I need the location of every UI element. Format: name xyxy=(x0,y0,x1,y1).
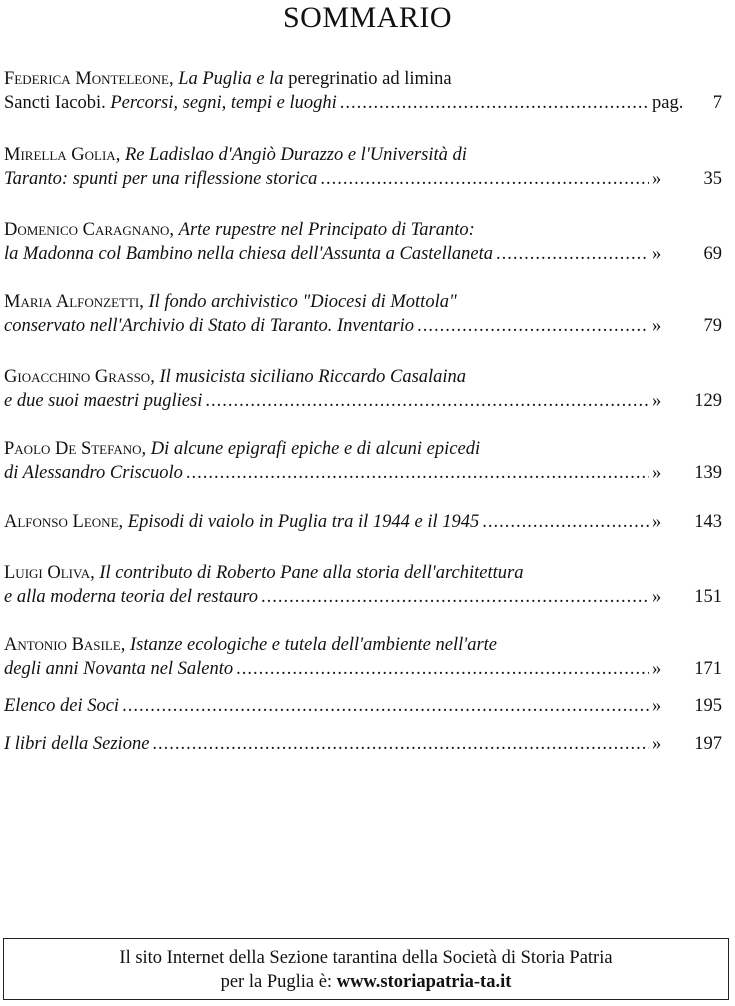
dot-leader xyxy=(320,167,649,191)
entry-title-part: I libri della Sezione xyxy=(4,734,150,754)
page-marker: » xyxy=(652,696,662,716)
entry-title-part: Taranto: spunti per una riflessione storica xyxy=(4,169,318,189)
entry-title-part: di Alessandro Criscuolo xyxy=(4,463,183,483)
entry-author: Federica Monteleone, xyxy=(4,69,174,89)
entry-title-part: La Puglia e la xyxy=(178,69,284,89)
notice-prefix: per la Puglia è: xyxy=(220,972,333,992)
dot-leader xyxy=(417,314,649,338)
dot-leader xyxy=(261,585,649,609)
toc-entry-grasso xyxy=(4,365,722,413)
entry-author: Alfonso Leone, xyxy=(4,512,124,532)
toc-entry-basile xyxy=(4,633,722,681)
notice-line xyxy=(4,970,728,994)
page-marker: » xyxy=(652,587,662,607)
page-marker: » xyxy=(652,391,662,411)
page-marker: » xyxy=(652,512,662,532)
dot-leader xyxy=(482,510,649,534)
dot-leader xyxy=(236,657,649,681)
page-number: 69 xyxy=(703,244,722,264)
page-number: 35 xyxy=(703,169,722,189)
entry-author: Gioacchino Grasso, xyxy=(4,367,155,387)
dot-leader xyxy=(152,732,649,756)
dot-leader xyxy=(186,461,649,485)
page-marker: » xyxy=(652,659,662,679)
toc-entry-alfonzetti xyxy=(4,290,722,338)
entry-title-part: Episodi di vaiolo in Puglia tra il 1944 e il 1945 xyxy=(127,512,480,532)
page-number: 197 xyxy=(694,734,722,754)
page-number: 139 xyxy=(694,463,722,483)
entry-title-part: Il contributo di Roberto Pane alla storia dell'architettura xyxy=(99,563,524,583)
dot-leader xyxy=(205,389,649,413)
entry-author: Maria Alfonzetti, xyxy=(4,292,144,312)
entry-title-part: conservato nell'Archivio di Stato di Taranto. Inventario xyxy=(4,316,415,336)
entry-author: Luigi Oliva, xyxy=(4,563,95,583)
entry-author: Antonio Basile, xyxy=(4,635,126,655)
toc-entry-caragnano xyxy=(4,218,722,266)
entry-title-part: degli anni Novanta nel Salento xyxy=(4,659,234,679)
page-marker: » xyxy=(652,316,662,336)
page-number: 143 xyxy=(694,512,722,532)
toc-entry-monteleone xyxy=(4,67,722,115)
entry-title-part: Arte rupestre nel Principato di Taranto: xyxy=(178,220,475,240)
entry-author: Mirella Golia, xyxy=(4,145,121,165)
toc-entry-elenco-soci xyxy=(4,694,722,718)
page-number: 129 xyxy=(694,391,722,411)
page-marker: » xyxy=(652,244,662,264)
entry-title-part: Percorsi, segni, tempi e luoghi xyxy=(110,93,337,113)
page-number: 151 xyxy=(694,587,722,607)
entry-title-part: Sancti Iacobi. xyxy=(4,93,106,113)
dot-leader xyxy=(340,91,649,115)
page-number: 7 xyxy=(712,93,722,113)
website-url: www.storiapatria-ta.it xyxy=(336,972,512,992)
entry-title-part: Di alcune epigrafi epiche e di alcuni epicedi xyxy=(150,439,481,459)
entry-title-part: Il fondo archivistico "Diocesi di Mottola" xyxy=(148,292,457,312)
dot-leader xyxy=(496,242,649,266)
page-number: 79 xyxy=(703,316,722,336)
page-number: 195 xyxy=(694,696,722,716)
entry-title-part: Istanze ecologiche e tutela dell'ambiente nell'arte xyxy=(130,635,498,655)
page-title: SOMMARIO xyxy=(282,1,453,34)
entry-title-part: peregrinatio ad limina xyxy=(288,69,452,89)
toc-entry-leone xyxy=(4,510,722,534)
entry-title-part: Il musicista siciliano Riccardo Casalaina xyxy=(159,367,467,387)
entry-title-part: Elenco dei Soci xyxy=(4,696,120,716)
entry-author: Paolo De Stefano, xyxy=(4,439,147,459)
website-notice-box xyxy=(3,938,729,1000)
notice-line: Il sito Internet della Sezione tarantina della Società di Storia Patria xyxy=(119,948,613,968)
toc-entry-oliva xyxy=(4,561,722,609)
entry-title-part: Re Ladislao d'Angiò Durazzo e l'Università di xyxy=(124,145,467,165)
page-marker: » xyxy=(652,734,662,754)
dot-leader xyxy=(122,694,649,718)
page-marker: pag. xyxy=(652,93,684,113)
page-marker: » xyxy=(652,169,662,189)
toc-entry-libri-sezione xyxy=(4,732,722,756)
entry-title-part: e alla moderna teoria del restauro xyxy=(4,587,259,607)
page-marker: » xyxy=(652,463,662,483)
entry-title-part: la Madonna col Bambino nella chiesa dell'Assunta a Castellaneta xyxy=(4,244,494,264)
entry-author: Domenico Caragnano, xyxy=(4,220,175,240)
toc-entry-destefano xyxy=(4,437,722,485)
entry-title-part: e due suoi maestri pugliesi xyxy=(4,391,203,411)
toc-entry-golia xyxy=(4,143,722,191)
page-number: 171 xyxy=(694,659,722,679)
